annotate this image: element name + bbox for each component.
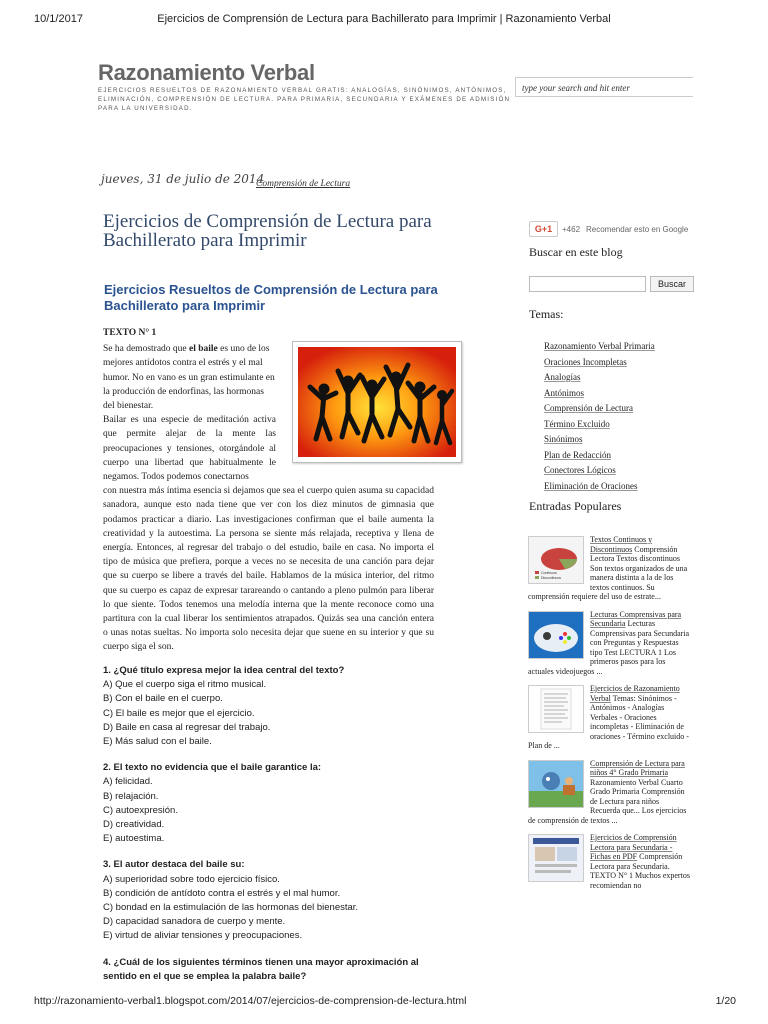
tema-link[interactable]: Comprensión de Lectura [544, 403, 633, 413]
popular-post-thumbnail[interactable] [528, 760, 584, 808]
question-option: C) autoexpresión. [103, 804, 178, 816]
tema-item[interactable] [544, 432, 655, 448]
post-title: Ejercicios de Comprensión de Lectura para Bachillerato para Imprimir [103, 211, 432, 251]
popular-post-snippet: Comprensión Lectora para Secundaria. TEXTO N° 1 Muchos expertos recomiendan no [590, 852, 690, 890]
gplus-button[interactable]: G+1 [529, 221, 558, 237]
blog-description: EJERCICIOS RESUELTOS DE RAZONAMIENTO VERBAL GRATIS: ANALOGÍAS, SINÓNIMOS, ANTÓNIMOS, ELIMINACIÓN, COMPRENSIÓN DE LECTURA. PARA PRIMARIA, SECUNDARIA Y EXÁMENES DE ADMISIÓN PARA LA UNIVERSIDAD. [98, 87, 511, 112]
popular-post-thumbnail[interactable] [528, 536, 584, 584]
dancers-image [292, 341, 462, 463]
popular-post-title[interactable]: Ejercicios de Razonamiento Verbal [590, 684, 680, 703]
question-text: 1. ¿Qué título expresa mejor la idea central del texto? [103, 665, 345, 676]
question-option: C) bondad en la estimulación de las hormonas del bienestar. [103, 902, 359, 914]
tema-item[interactable] [544, 417, 655, 433]
popular-post-snippet: Lecturas Comprensivas para Secundaria con Preguntas y Respuestas tipo Test LECTURA 1 Los primeros pasos para los actuales videojuegos ... [528, 619, 690, 676]
paragraph-1 [103, 342, 276, 413]
question-text: 2. El texto no evidencia que el baile garantice la: [103, 762, 322, 774]
question-option: A) felicidad. [103, 776, 153, 788]
tema-item[interactable] [544, 479, 655, 495]
tema-link[interactable]: Analogías [544, 372, 581, 382]
thumb-legend-a: Continuos [541, 571, 557, 575]
question-option: B) Con el baile en el cuerpo. [103, 693, 223, 705]
search-blog-heading: Buscar en este blog [529, 245, 623, 259]
paragraph-1-start: Se ha demostrado que [103, 344, 190, 355]
blog-search-input[interactable] [529, 276, 646, 292]
post-subtitle: Ejercicios Resueltos de Comprensión de Lectura para Bachillerato para Imprimir [104, 282, 438, 313]
temas-heading: Temas: [529, 307, 564, 321]
question-option: A) superioridad sobre todo ejercicio físico. [103, 873, 280, 885]
tema-item[interactable] [544, 339, 655, 355]
popular-post-thumbnail[interactable] [528, 834, 584, 882]
tema-item[interactable] [544, 463, 655, 479]
question-option: E) Más salud con el baile. [103, 736, 212, 748]
paragraph-1-bold: el baile [189, 344, 218, 355]
texto-heading: TEXTO N° 1 [103, 328, 157, 338]
popular-post-item [528, 610, 690, 677]
popular-post-item [528, 759, 690, 826]
tema-item[interactable] [544, 401, 655, 417]
post-date: jueves, 31 de julio de 2014 [101, 172, 265, 186]
tema-link[interactable]: Eliminación de Oraciones [544, 480, 638, 491]
question-option: C) El baile es mejor que el ejercicio. [103, 707, 255, 719]
header-search-input[interactable] [516, 79, 693, 97]
question-option: B) relajación. [103, 790, 159, 802]
question-option: D) capacidad sanadora de cuerpo y mente. [103, 916, 286, 928]
blog-title[interactable]: Razonamiento Verbal [98, 60, 315, 85]
paragraph-3: con nuestra más íntima esencia si dejamos que sea el cuerpo quien asuma su capacidad sanadora, aunque esto nada tiene que ver con los diez minutos de gimnasia que podamos practicar a diario. Las investigaciones confirman que el baile aumenta la creatividad y la autoestima. La persona se siente más relajada, receptiva y llena de energía. Entonces, al regresar del trabajo o del estudio, baile en casa. No importa el tipo de música que prefiera, porque a veces no se necesita de una canción para dejar que su cuerpo se libere a través del baile. Hablamos de la música interior, del ritmo que su cuerpo es capaz de expresar tarareando o cantando a pleno pulmón para liberar lo que siente. Todos tenemos una melodía interna que la mente reconoce como una partitura con la cual liberar los sentimientos atrapados. Quizás sea una canción entera o unas notas sueltas. No importa solo necesita dejar que suene en su interior y que su cuerpo siga el son. [103, 486, 434, 653]
questions-list [103, 664, 453, 984]
tema-item[interactable] [544, 355, 655, 371]
question-option: A) Que el cuerpo siga el ritmo musical. [103, 679, 267, 691]
gplus-count: +462 [562, 225, 581, 234]
question-option: B) condición de antídoto contra el estrés y el mal humor. [103, 887, 341, 899]
print-page-title: Ejercicios de Comprensión de Lectura para Bachillerato para Imprimir | Razonamiento Verbal [157, 13, 611, 25]
dancers-illustration [298, 347, 456, 457]
tema-item[interactable] [544, 370, 655, 386]
popular-post-snippet: Razonamiento Verbal Cuarto Grado Primaria Comprensión de Lectura para niños Recuerda que... Los ejercicios de comprensión de textos ... [528, 777, 687, 825]
tema-link[interactable]: Sinónimos [544, 434, 583, 444]
popular-post-snippet: Comprensión Lectora Textos discontinuos Son textos organizados de una manera distinta a la de los textos continuos. Su comprensión requiere del uso de estrate... [528, 544, 688, 601]
popular-post-item [528, 684, 690, 751]
print-page-number: 1/20 [715, 995, 736, 1007]
tema-link[interactable]: Plan de Redacción [544, 449, 611, 460]
paragraph-1-end: es uno de los mejores antídotos contra el estrés y el mal humor. No en vano es un gran estimulante en la producción de endorfinas, las hormonas del bienestar. [103, 344, 275, 412]
popular-posts-heading: Entradas Populares [529, 499, 622, 513]
popular-post-thumbnail[interactable] [528, 685, 584, 733]
post-label-link[interactable]: Comprensión de Lectura [256, 179, 351, 189]
tema-item[interactable] [544, 448, 655, 464]
paragraph-2: Bailar es una especie de meditación activa que permite alejar de la mente las preocupaciones y tensiones, otorgándole al cuerpo una libertad que habitualmente le negamos. Todos podemos conectarnos [103, 415, 276, 483]
question-option: E) virtud de aliviar tensiones y preocupaciones. [103, 930, 303, 942]
print-url: http://razonamiento-verbal1.blogspot.com/2014/07/ejercicios-de-comprension-de-lectura.html [34, 995, 467, 1007]
question-option: E) autoestima. [103, 833, 165, 845]
tema-link[interactable]: Antónimos [544, 387, 585, 398]
question-option: D) Baile en casa al regresar del trabajo. [103, 721, 271, 733]
tema-link[interactable]: Razonamiento Verbal Primaria [544, 341, 655, 351]
header-search [515, 77, 693, 97]
popular-post-snippet: Temas: Sinónimos - Antónimos - Analogías Verbales - Oraciones incompletas - Eliminación de oraciones - Término excluido - Plan de ... [528, 693, 689, 750]
popular-post-title[interactable]: Ejercicios de Comprensión Lectora para Secundaria - Fichas en PDF [590, 833, 677, 861]
tema-link[interactable]: Oraciones Incompletas [544, 356, 627, 367]
popular-post-item [528, 833, 690, 890]
popular-posts-list [528, 535, 690, 898]
temas-list [544, 339, 655, 494]
print-date: 10/1/2017 [34, 13, 83, 25]
popular-post-thumbnail[interactable] [528, 611, 584, 659]
popular-post-item [528, 535, 690, 602]
tema-item[interactable] [544, 386, 655, 402]
popular-post-title[interactable]: Textos Continuos y Discontinuos [590, 535, 653, 554]
thumb-legend-b: Discontinuos [541, 576, 562, 580]
question-text: 3. El autor destaca del baile su: [103, 859, 245, 871]
popular-post-title[interactable]: Comprensión de Lectura para niños 4° Grado Primaria [590, 758, 685, 777]
blog-search-button[interactable]: Buscar [650, 276, 694, 292]
question-text: 4. ¿Cuál de los siguientes términos tienen una mayor aproximación al sentido en el que se emplea la palabra baile? [103, 956, 419, 982]
tema-link[interactable]: Conectores Lógicos [544, 465, 616, 475]
question-option: D) creatividad. [103, 819, 165, 831]
tema-link[interactable]: Término Excluido [544, 418, 610, 429]
popular-post-title[interactable]: Lecturas Comprensivas para Secundaria [590, 609, 682, 628]
gplus-recommend-text: Recomendar esto en Google [586, 225, 689, 234]
